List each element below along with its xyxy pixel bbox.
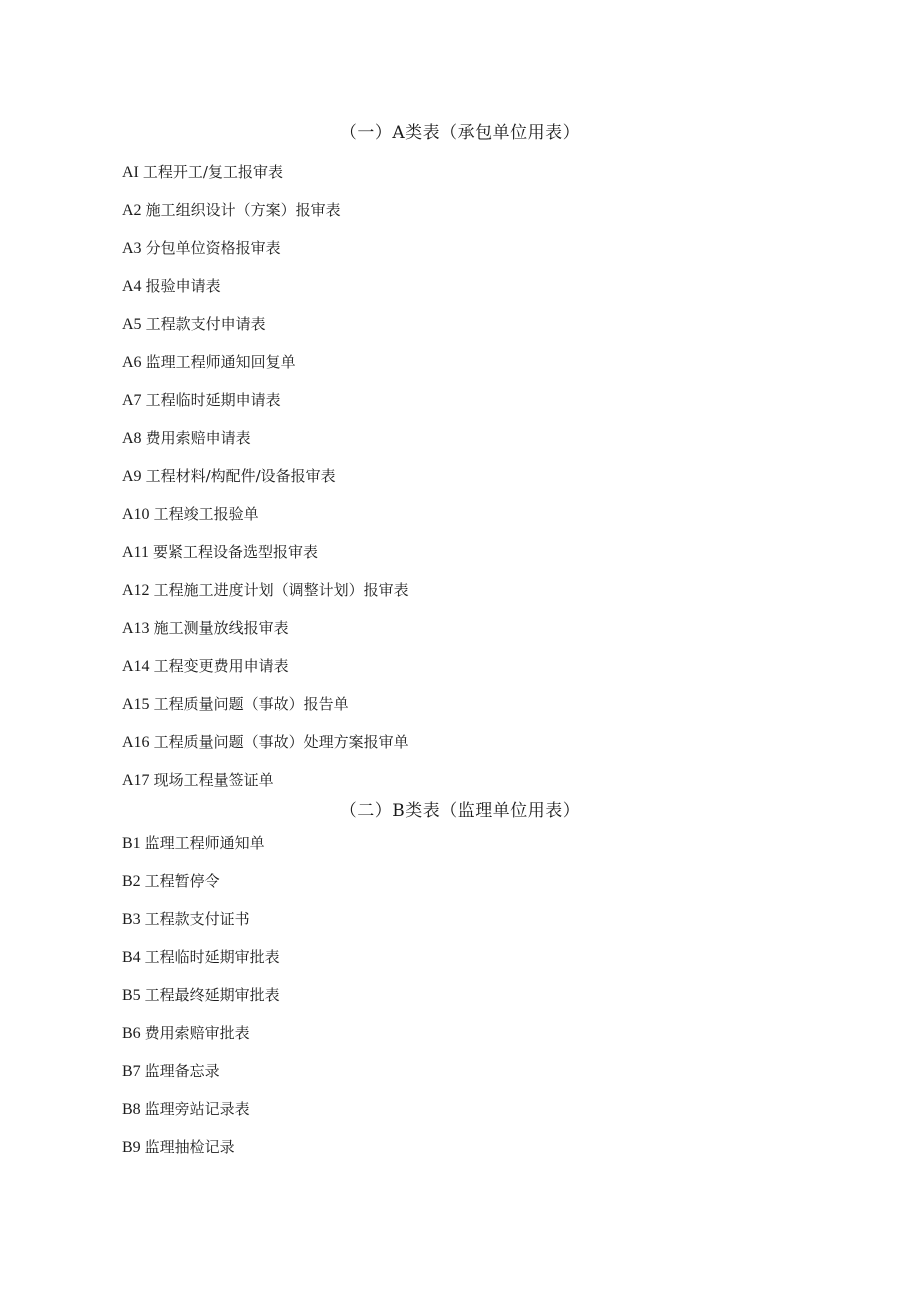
- form-b-item: [122, 1136, 280, 1174]
- form-a-label: 费用索赔申请表: [145, 429, 251, 447]
- form-a-code: A11: [122, 544, 149, 561]
- form-a-code: A16: [122, 734, 150, 751]
- form-b-label: 工程款支付证书: [144, 910, 250, 928]
- form-a-item: [122, 503, 409, 541]
- form-b-item: [122, 1098, 280, 1136]
- form-a-item: [122, 541, 409, 579]
- form-b-code: B3: [122, 911, 141, 928]
- form-a-code: A4: [122, 278, 142, 295]
- form-a-label: 工程款支付申请表: [145, 315, 266, 333]
- form-b-item: [122, 870, 280, 908]
- form-a-code: A6: [122, 354, 142, 371]
- form-a-label: 施工组织设计（方案）报审表: [145, 201, 341, 219]
- form-b-code: B8: [122, 1101, 141, 1118]
- form-a-code: A8: [122, 430, 142, 447]
- form-b-label: 费用索赔审批表: [144, 1024, 250, 1042]
- section-b-form-list: [122, 832, 280, 1174]
- form-b-code: B7: [122, 1063, 141, 1080]
- form-a-item: [122, 313, 409, 351]
- form-a-code: A15: [122, 696, 150, 713]
- section-a-title: （一）A类表（承包单位用表）: [339, 123, 581, 143]
- form-a-item: [122, 351, 409, 389]
- form-b-item: [122, 1022, 280, 1060]
- form-b-label: 工程临时延期审批表: [144, 948, 280, 966]
- form-a-label: 工程竣工报验单: [153, 505, 259, 523]
- form-b-item: [122, 832, 280, 870]
- form-a-item: [122, 655, 409, 693]
- form-a-label: 施工测量放线报审表: [153, 619, 289, 637]
- form-b-code: B4: [122, 949, 141, 966]
- form-b-label: 监理工程师通知单: [144, 834, 265, 852]
- form-a-label: 工程材料/构配件/设备报审表: [145, 467, 336, 485]
- form-a-code: A12: [122, 582, 150, 599]
- form-b-label: 监理备忘录: [144, 1062, 220, 1080]
- form-a-item: [122, 199, 409, 237]
- form-a-label: 工程开工/复工报审表: [142, 163, 283, 181]
- form-b-code: B2: [122, 873, 141, 890]
- form-a-label: 现场工程量签证单: [153, 771, 274, 789]
- form-b-item: [122, 946, 280, 984]
- form-a-label: 工程质量问题（事故）处理方案报审单: [153, 733, 409, 751]
- form-a-code: A10: [122, 506, 150, 523]
- form-a-label: 监理工程师通知回复单: [145, 353, 296, 371]
- form-a-label: 要紧工程设备选型报审表: [152, 543, 318, 561]
- form-b-item: [122, 984, 280, 1022]
- form-a-label: 分包单位资格报审表: [145, 239, 281, 257]
- form-a-code: A17: [122, 772, 150, 789]
- section-a-form-list: [122, 161, 409, 807]
- form-a-item: [122, 427, 409, 465]
- form-a-code: A7: [122, 392, 142, 409]
- form-b-code: B9: [122, 1139, 141, 1156]
- form-b-item: [122, 908, 280, 946]
- form-a-item: [122, 161, 409, 199]
- form-a-item: [122, 579, 409, 617]
- form-b-code: B5: [122, 987, 141, 1004]
- form-a-label: 工程临时延期申请表: [145, 391, 281, 409]
- form-b-label: 监理旁站记录表: [144, 1100, 250, 1118]
- form-a-label: 工程变更费用申请表: [153, 657, 289, 675]
- form-a-item: [122, 617, 409, 655]
- form-b-label: 工程最终延期审批表: [144, 986, 280, 1004]
- form-a-label: 工程质量问题（事故）报告单: [153, 695, 349, 713]
- form-a-item: [122, 389, 409, 427]
- form-b-label: 工程暂停令: [144, 872, 220, 890]
- form-a-item: [122, 693, 409, 731]
- form-a-code: A9: [122, 468, 142, 485]
- form-a-code: A2: [122, 202, 142, 219]
- form-b-item: [122, 1060, 280, 1098]
- form-a-label: 报验申请表: [145, 277, 221, 295]
- form-b-code: B6: [122, 1025, 141, 1042]
- form-a-item: [122, 237, 409, 275]
- form-a-label: 工程施工进度计划（调整计划）报审表: [153, 581, 409, 599]
- form-a-code: A14: [122, 658, 150, 675]
- section-b-title: （二）B类表（监理单位用表）: [339, 801, 581, 821]
- form-a-code: A3: [122, 240, 142, 257]
- form-a-item: [122, 731, 409, 769]
- form-a-code: A13: [122, 620, 150, 637]
- form-b-label: 监理抽检记录: [144, 1138, 235, 1156]
- form-a-code: AI: [122, 164, 139, 181]
- form-a-code: A5: [122, 316, 142, 333]
- form-a-item: [122, 275, 409, 313]
- form-a-item: [122, 465, 409, 503]
- form-b-code: B1: [122, 835, 141, 852]
